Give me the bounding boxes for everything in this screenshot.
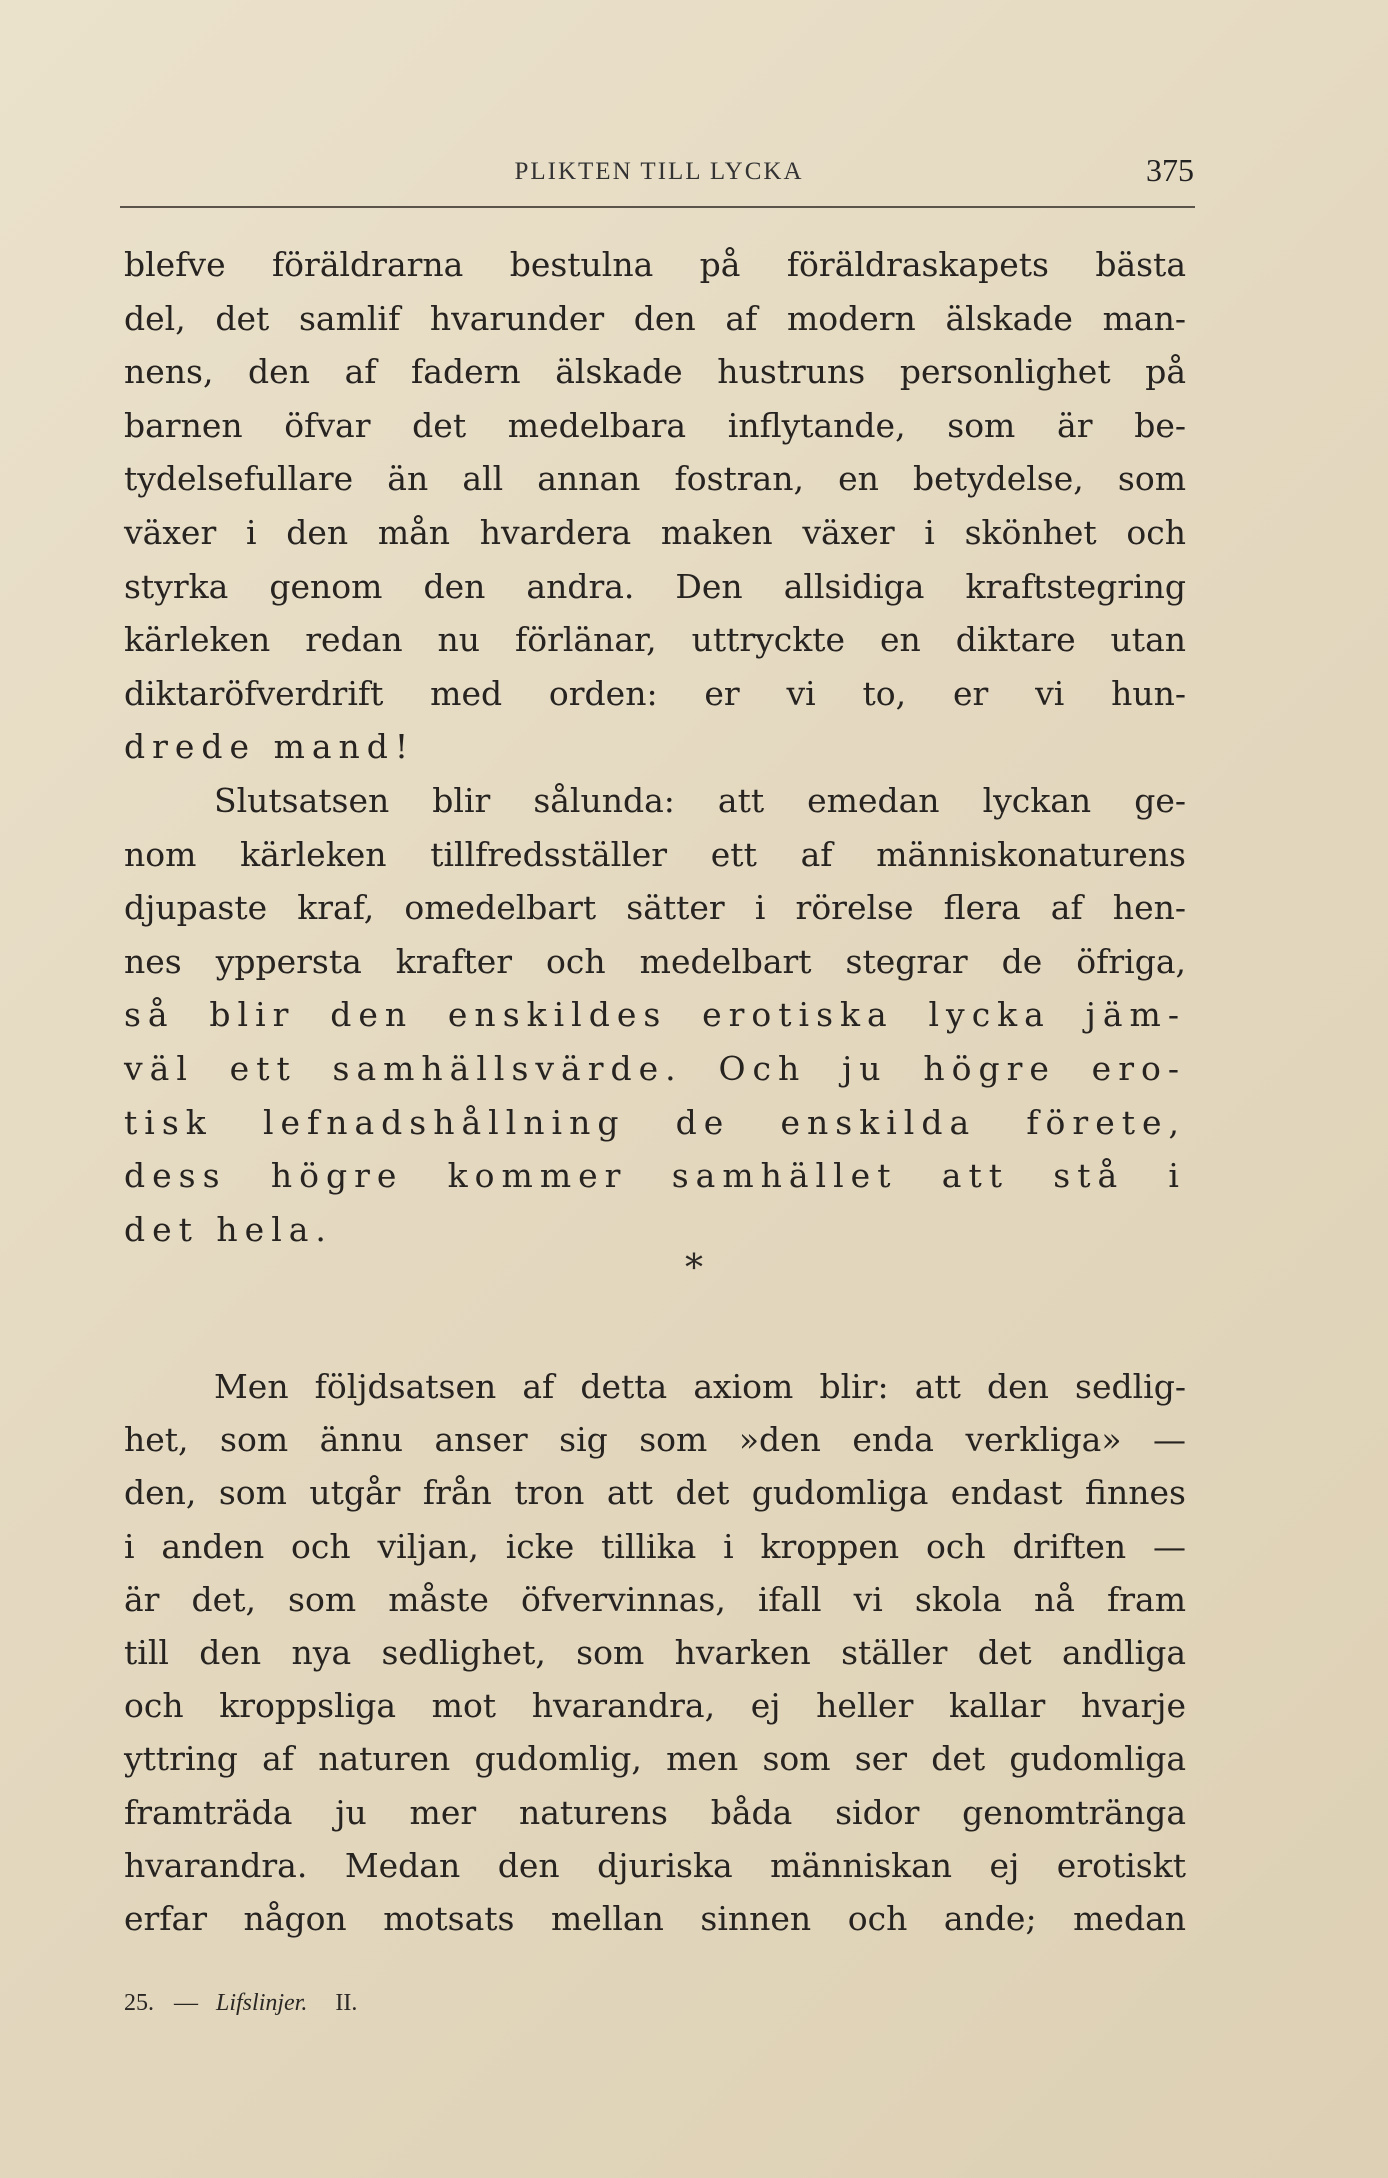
text-line: så blir den enskildes erotiska lycka jäm-: [124, 995, 1186, 1035]
text-line: Slutsatsen blir sålunda: att emedan lyckan ge-: [214, 780, 1186, 820]
text-line: växer i den mån hvardera maken växer i skönhet och: [124, 512, 1186, 552]
text-line: och kroppsliga mot hvarandra, ej heller kallar hvarje: [124, 1686, 1186, 1726]
book-title: Lifslinjer.: [216, 1990, 308, 2016]
text-line: djupaste kraf, omedelbart sätter i rörelse flera af hen-: [124, 888, 1186, 928]
header-rule: [120, 206, 1195, 208]
text-line: nens, den af fadern älskade hustruns personlighet på: [124, 352, 1186, 392]
text-line: det hela.: [124, 1209, 333, 1249]
page-header: [124, 150, 1194, 198]
text-line: diktaröfverdrift med orden: er vi to, er vi hun-: [124, 673, 1186, 713]
text-line: erfar någon motsats mellan sinnen och ande; medan: [124, 1898, 1186, 1938]
text-line: dess högre kommer samhället att stå i: [124, 1156, 1186, 1196]
text-line: yttring af naturen gudomlig, men som ser det gudomliga: [124, 1739, 1186, 1779]
footer-dash: —: [174, 1990, 198, 2016]
section-separator: *: [685, 1248, 703, 1289]
text-line: den, som utgår från tron att det gudomliga endast finnes: [124, 1473, 1186, 1513]
running-title: PLIKTEN TILL LYCKA: [514, 158, 804, 185]
paragraph-2: [124, 774, 1186, 1256]
page-number: 375: [1146, 152, 1194, 188]
text-line: blefve föräldrarna bestulna på föräldraskapets bästa: [124, 245, 1186, 284]
text-line: drede mand!: [124, 727, 416, 767]
volume-number: II.: [335, 1990, 358, 2016]
text-line: styrka genom den andra. Den allsidiga kraftstegring: [124, 566, 1186, 606]
text-line: till den nya sedlighet, som hvarken ställer det andliga: [124, 1632, 1186, 1672]
paragraph-3: [124, 1360, 1186, 1945]
text-line: tisk lefnadshållning de enskilda förete,: [124, 1102, 1186, 1142]
signature-mark: 25.: [124, 1990, 154, 2016]
text-line: framträda ju mer naturens båda sidor genomtränga: [124, 1792, 1186, 1832]
text-line: del, det samlif hvarunder den af modern älskade man-: [124, 298, 1186, 338]
page-footer: [124, 1990, 724, 2017]
text-block-top: [124, 238, 1186, 1256]
text-line: nom kärleken tillfredsställer ett af människonaturens: [124, 834, 1186, 874]
paragraph-1: [124, 238, 1186, 774]
text-line: väl ett samhällsvärde. Och ju högre ero-: [124, 1048, 1186, 1088]
text-line: är det, som måste öfvervinnas, ifall vi skola nå fram: [124, 1579, 1186, 1619]
text-line: het, som ännu anser sig som »den enda verkliga» —: [124, 1420, 1186, 1460]
text-line: Men följdsatsen af detta axiom blir: att den sedlig-: [214, 1367, 1186, 1406]
text-line: kärleken redan nu förlänar, uttryckte en diktare utan: [124, 620, 1186, 660]
text-line: hvarandra. Medan den djuriska människan ej erotiskt: [124, 1845, 1186, 1885]
text-line: i anden och viljan, icke tillika i kroppen och driften —: [124, 1526, 1186, 1566]
text-line: tydelsefullare än all annan fostran, en betydelse, som: [124, 459, 1186, 499]
text-line: barnen öfvar det medelbara inflytande, som är be-: [124, 405, 1186, 445]
text-line: nes yppersta krafter och medelbart stegrar de öfriga,: [124, 941, 1186, 981]
